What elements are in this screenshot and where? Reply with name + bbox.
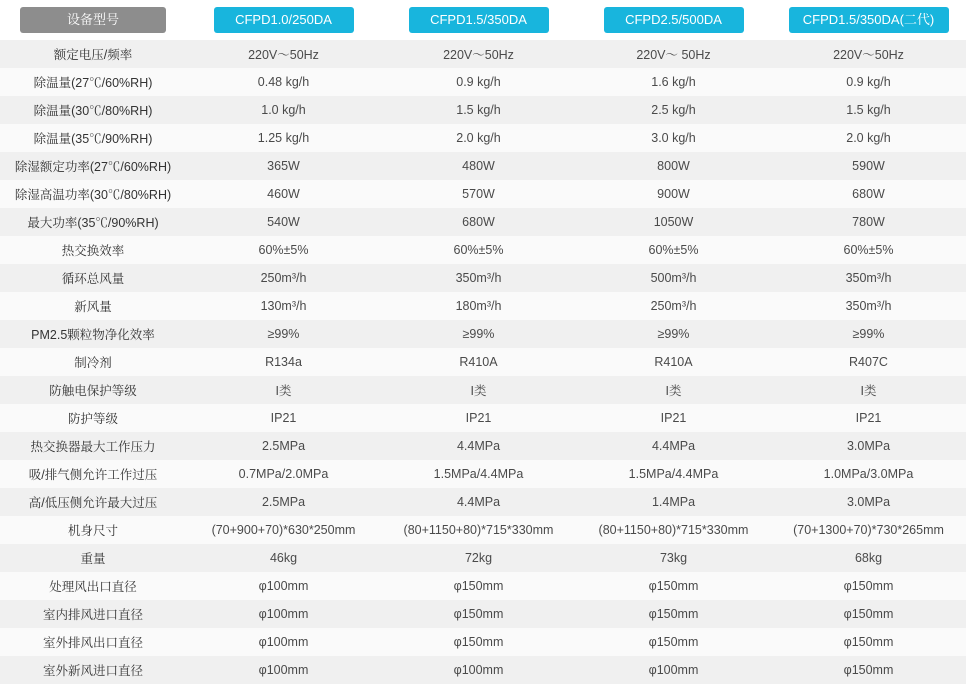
row-value: φ150mm bbox=[771, 628, 966, 656]
row-value: 60%±5% bbox=[576, 236, 771, 264]
table-header bbox=[0, 0, 966, 40]
table-row bbox=[0, 292, 966, 320]
row-label: 室外排风出口直径 bbox=[0, 628, 186, 656]
table-row bbox=[0, 40, 966, 68]
table-row bbox=[0, 208, 966, 236]
row-value: φ150mm bbox=[576, 600, 771, 628]
row-value: 1.5 kg/h bbox=[381, 96, 576, 124]
row-value: 480W bbox=[381, 152, 576, 180]
row-value: I类 bbox=[381, 376, 576, 404]
row-label: 防触电保护等级 bbox=[0, 376, 186, 404]
row-label: 除温量(27℃/60%RH) bbox=[0, 68, 186, 96]
row-value: 570W bbox=[381, 180, 576, 208]
row-value: 250m³/h bbox=[186, 264, 381, 292]
row-value: 590W bbox=[771, 152, 966, 180]
row-value: φ150mm bbox=[771, 600, 966, 628]
row-value: 500m³/h bbox=[576, 264, 771, 292]
row-value: IP21 bbox=[186, 404, 381, 432]
row-value: 540W bbox=[186, 208, 381, 236]
row-value: 4.4MPa bbox=[381, 488, 576, 516]
table-row bbox=[0, 544, 966, 572]
table-row bbox=[0, 656, 966, 684]
row-value: 60%±5% bbox=[381, 236, 576, 264]
row-value: 250m³/h bbox=[576, 292, 771, 320]
row-value: 1.5MPa/4.4MPa bbox=[576, 460, 771, 488]
row-value: 73kg bbox=[576, 544, 771, 572]
row-value: IP21 bbox=[771, 404, 966, 432]
row-value: 3.0MPa bbox=[771, 432, 966, 460]
row-label: 高/低压侧允许最大过压 bbox=[0, 488, 186, 516]
row-label: 除温量(35℃/90%RH) bbox=[0, 124, 186, 152]
row-value: 72kg bbox=[381, 544, 576, 572]
header-cell-row-label bbox=[0, 0, 186, 40]
row-value: φ100mm bbox=[381, 656, 576, 684]
header-cell-model-3 bbox=[576, 0, 771, 40]
row-label: 室内排风进口直径 bbox=[0, 600, 186, 628]
row-value: 0.7MPa/2.0MPa bbox=[186, 460, 381, 488]
table-row bbox=[0, 432, 966, 460]
row-label: 热交换器最大工作压力 bbox=[0, 432, 186, 460]
row-value: 2.0 kg/h bbox=[771, 124, 966, 152]
row-value: 2.5 kg/h bbox=[576, 96, 771, 124]
row-label: 除温量(30℃/80%RH) bbox=[0, 96, 186, 124]
header-model-2: CFPD1.5/350DA bbox=[409, 7, 549, 33]
row-value: φ150mm bbox=[381, 572, 576, 600]
header-cell-model-2 bbox=[381, 0, 576, 40]
table-row bbox=[0, 460, 966, 488]
row-value: ≥99% bbox=[771, 320, 966, 348]
row-value: 2.0 kg/h bbox=[381, 124, 576, 152]
row-value: 780W bbox=[771, 208, 966, 236]
row-label: 制冷剂 bbox=[0, 348, 186, 376]
row-label: 吸/排气侧允许工作过压 bbox=[0, 460, 186, 488]
header-cell-model-4 bbox=[771, 0, 966, 40]
row-value: I类 bbox=[186, 376, 381, 404]
header-label-model: 设备型号 bbox=[20, 7, 166, 33]
row-value: φ150mm bbox=[381, 628, 576, 656]
row-value: 60%±5% bbox=[771, 236, 966, 264]
header-row bbox=[0, 0, 966, 40]
row-label: 处理风出口直径 bbox=[0, 572, 186, 600]
table-row bbox=[0, 488, 966, 516]
row-value: 1.0MPa/3.0MPa bbox=[771, 460, 966, 488]
table-row bbox=[0, 96, 966, 124]
row-value: 460W bbox=[186, 180, 381, 208]
row-value: IP21 bbox=[576, 404, 771, 432]
row-value: 2.5MPa bbox=[186, 488, 381, 516]
row-value: R407C bbox=[771, 348, 966, 376]
row-value: φ150mm bbox=[576, 628, 771, 656]
row-label: 防护等级 bbox=[0, 404, 186, 432]
row-value: 1.5MPa/4.4MPa bbox=[381, 460, 576, 488]
row-value: φ100mm bbox=[576, 656, 771, 684]
row-value: 350m³/h bbox=[771, 292, 966, 320]
row-value: 1.0 kg/h bbox=[186, 96, 381, 124]
table-body bbox=[0, 40, 966, 684]
row-value: 68kg bbox=[771, 544, 966, 572]
table-row bbox=[0, 628, 966, 656]
row-value: 365W bbox=[186, 152, 381, 180]
header-cell-model-1 bbox=[186, 0, 381, 40]
row-value: I类 bbox=[576, 376, 771, 404]
row-value: φ150mm bbox=[771, 656, 966, 684]
row-value: R410A bbox=[576, 348, 771, 376]
table-row bbox=[0, 264, 966, 292]
row-value: φ100mm bbox=[186, 628, 381, 656]
row-value: 3.0MPa bbox=[771, 488, 966, 516]
row-value: φ100mm bbox=[186, 572, 381, 600]
header-model-1: CFPD1.0/250DA bbox=[214, 7, 354, 33]
row-value: 350m³/h bbox=[771, 264, 966, 292]
row-label: 热交换效率 bbox=[0, 236, 186, 264]
row-label: 重量 bbox=[0, 544, 186, 572]
row-value: 46kg bbox=[186, 544, 381, 572]
row-value: 220V～50Hz bbox=[381, 40, 576, 68]
row-value: φ150mm bbox=[381, 600, 576, 628]
row-value: 3.0 kg/h bbox=[576, 124, 771, 152]
table-row bbox=[0, 236, 966, 264]
row-value: (80+1150+80)*715*330mm bbox=[576, 516, 771, 544]
table-row bbox=[0, 404, 966, 432]
row-value: 2.5MPa bbox=[186, 432, 381, 460]
table-row bbox=[0, 600, 966, 628]
row-label: 额定电压/频率 bbox=[0, 40, 186, 68]
row-label: 循环总风量 bbox=[0, 264, 186, 292]
row-value: ≥99% bbox=[186, 320, 381, 348]
row-value: 4.4MPa bbox=[576, 432, 771, 460]
row-label: 新风量 bbox=[0, 292, 186, 320]
row-label: 除湿高温功率(30℃/80%RH) bbox=[0, 180, 186, 208]
row-value: 1050W bbox=[576, 208, 771, 236]
row-value: 800W bbox=[576, 152, 771, 180]
row-label: 最大功率(35℃/90%RH) bbox=[0, 208, 186, 236]
row-value: 1.25 kg/h bbox=[186, 124, 381, 152]
row-value: 0.9 kg/h bbox=[381, 68, 576, 96]
row-label: 除湿额定功率(27℃/60%RH) bbox=[0, 152, 186, 180]
table-row bbox=[0, 516, 966, 544]
row-value: 60%±5% bbox=[186, 236, 381, 264]
row-value: 220V～ 50Hz bbox=[576, 40, 771, 68]
row-value: R410A bbox=[381, 348, 576, 376]
row-value: R134a bbox=[186, 348, 381, 376]
row-value: ≥99% bbox=[381, 320, 576, 348]
row-value: 4.4MPa bbox=[381, 432, 576, 460]
row-value: 220V～50Hz bbox=[771, 40, 966, 68]
row-value: 900W bbox=[576, 180, 771, 208]
row-value: 130m³/h bbox=[186, 292, 381, 320]
row-value: ≥99% bbox=[576, 320, 771, 348]
row-value: (70+1300+70)*730*265mm bbox=[771, 516, 966, 544]
table-row bbox=[0, 348, 966, 376]
table-row bbox=[0, 124, 966, 152]
row-value: I类 bbox=[771, 376, 966, 404]
row-value: φ100mm bbox=[186, 656, 381, 684]
row-value: (80+1150+80)*715*330mm bbox=[381, 516, 576, 544]
row-value: φ100mm bbox=[186, 600, 381, 628]
row-label: PM2.5颗粒物净化效率 bbox=[0, 320, 186, 348]
row-value: 680W bbox=[381, 208, 576, 236]
table-row bbox=[0, 320, 966, 348]
row-value: IP21 bbox=[381, 404, 576, 432]
row-value: 0.9 kg/h bbox=[771, 68, 966, 96]
row-label: 室外新风进口直径 bbox=[0, 656, 186, 684]
row-value: 1.4MPa bbox=[576, 488, 771, 516]
row-value: φ150mm bbox=[576, 572, 771, 600]
table-row bbox=[0, 572, 966, 600]
table-row bbox=[0, 68, 966, 96]
row-value: (70+900+70)*630*250mm bbox=[186, 516, 381, 544]
table-row bbox=[0, 376, 966, 404]
row-value: 1.6 kg/h bbox=[576, 68, 771, 96]
row-value: 680W bbox=[771, 180, 966, 208]
row-label: 机身尺寸 bbox=[0, 516, 186, 544]
row-value: 350m³/h bbox=[381, 264, 576, 292]
row-value: 180m³/h bbox=[381, 292, 576, 320]
row-value: φ150mm bbox=[771, 572, 966, 600]
row-value: 1.5 kg/h bbox=[771, 96, 966, 124]
header-model-4: CFPD1.5/350DA(二代) bbox=[789, 7, 949, 33]
row-value: 0.48 kg/h bbox=[186, 68, 381, 96]
row-value: 220V～50Hz bbox=[186, 40, 381, 68]
table-row bbox=[0, 180, 966, 208]
header-model-3: CFPD2.5/500DA bbox=[604, 7, 744, 33]
table-row bbox=[0, 152, 966, 180]
